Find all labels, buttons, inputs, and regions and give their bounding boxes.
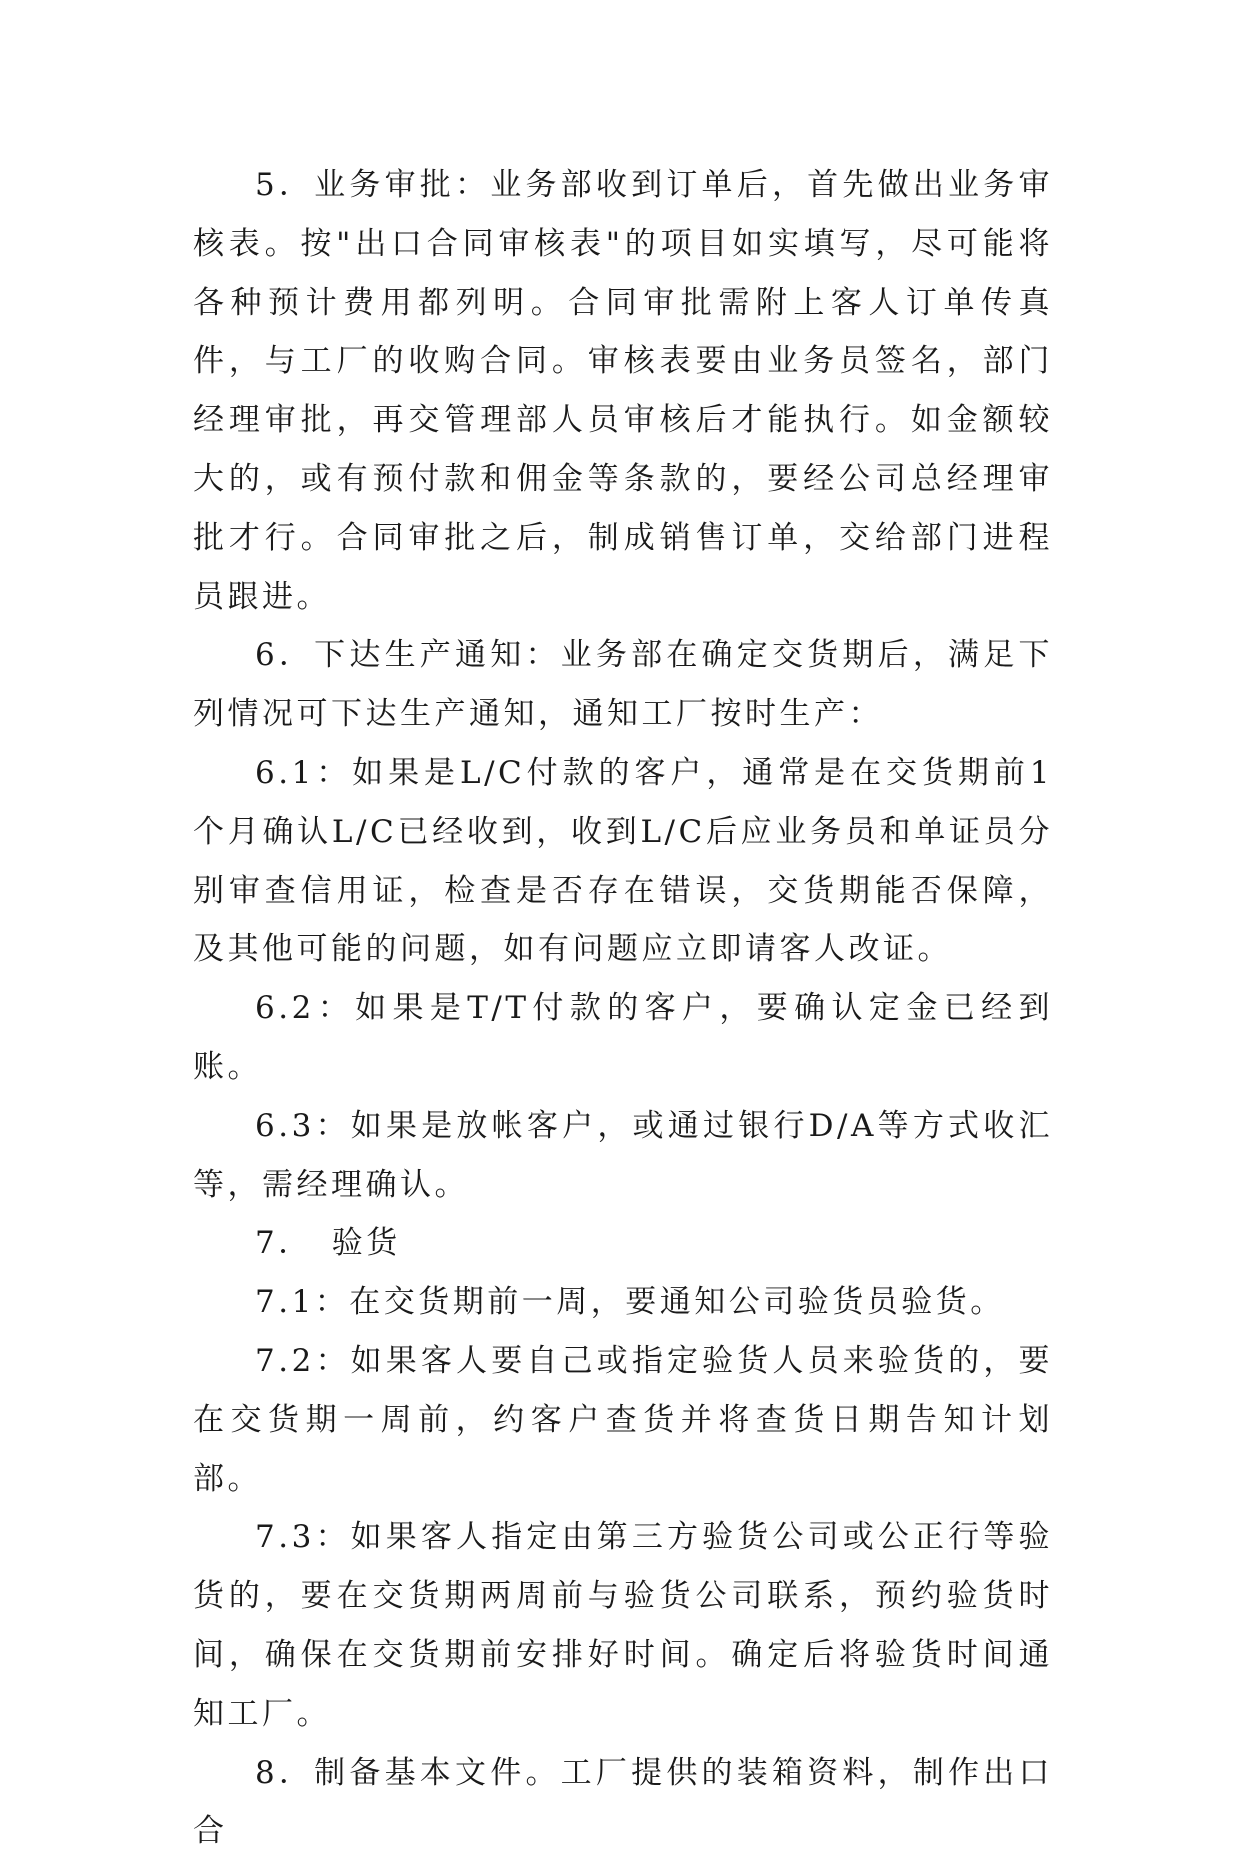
paragraph-inspection-notify: 7.1：在交货期前一周，要通知公司验货员验货。 [255,1284,1005,1321]
paragraph-third-party-inspection: 7.3：如果客人指定由第三方验货公司或公正行等验货的，要在交货期两周前与验货公司联系，预约验货时间，确保在交货期前安排好时间。确定后将验货时间通知工厂。 [193,1519,1053,1732]
document-body [193,156,1053,1861]
paragraph-credit-customer: 6.3：如果是放帐客户，或通过银行D/A等方式收汇等，需经理确认。 [193,1107,1053,1203]
paragraph-production-notice: 6．下达生产通知：业务部在确定交货期后，满足下列情况可下达生产通知，通知工厂按时生产： [193,637,1053,733]
paragraph-inspection-heading: 7． 验货 [255,1225,401,1262]
paragraph-lc-payment: 6.1：如果是L/C付款的客户，通常是在交货期前1个月确认L/C已经收到，收到L/C后应业务员和单证员分别审查信用证，检查是否存在错误，交货期能否保障，及其他可能的问题，如有问题应立即请客人改证。 [193,754,1053,968]
paragraph-business-approval: 5．业务审批：业务部收到订单后，首先做出业务审核表。按"出口合同审核表"的项目如实填写，尽可能将各种预计费用都列明。合同审批需附上客人订单传真件，与工厂的收购合同。审核表要由业务员签名，部门经理审批，再交管理部人员审核后才能执行。如金额较大的，或有预付款和佣金等条款的，要经公司总经理审批才行。合同审批之后，制成销售订单，交给部门进程员跟进。 [193,167,1053,615]
paragraph-customer-inspection: 7.2：如果客人要自己或指定验货人员来验货的，要在交货期一周前，约客户查货并将查货日期告知计划部。 [193,1342,1053,1497]
paragraph-tt-payment: 6.2：如果是T/T付款的客户，要确认定金已经到账。 [193,990,1053,1085]
paragraph-basic-documents: 8．制备基本文件。工厂提供的装箱资料，制作出口合 [193,1754,1053,1850]
